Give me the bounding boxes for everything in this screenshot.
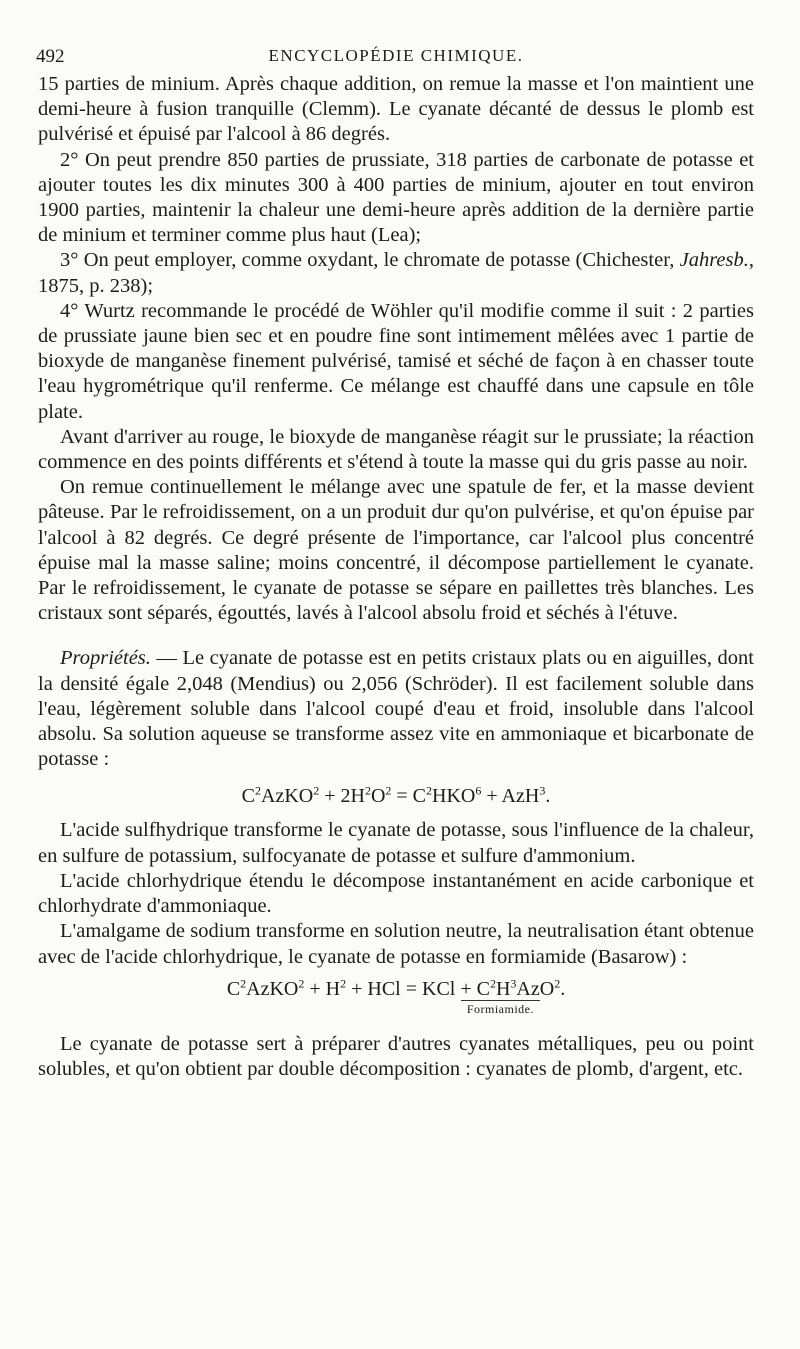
equation-cyanate-hydrolysis: $C^2AzKO^2 + 2H^2O^2 = C^2HKO^6 + AzH^3$. <box>241 783 551 808</box>
text-span: , 1875, p. 238); <box>38 249 754 297</box>
equation-formiamide <box>38 976 754 1016</box>
page-number: 492 <box>36 46 65 67</box>
paragraph: On remue continuellement le mélange avec une spatule de fer, et la masse devient pâteuse. Par le refroidissement, on a un produit dur qu'on pulvérise, et qu'on épuise par l'alcool à 82 degrés. Ce degré présente de l'importance, car l'alcool plus concentré épuise mal la masse saline; moins concentré, il décompose partiellement le cyanate. Par le refroidissement, le cyanate de potasse se sépare en paillettes très blanches. Les cristaux sont séparés, égouttés, lavés à l'alcool absolu froid et séchés à l'étuve. <box>38 476 754 625</box>
paragraph: 2° On peut prendre 850 parties de prussiate, 318 parties de carbonate de potasse et ajouter toutes les dix minutes 300 à 400 parties de minium, ajouter en tout environ 1900 parties, maintenir la chaleur une demi-heure après addition de la dernière partie de minium et terminer comme plus haut (Lea); <box>38 148 754 247</box>
paragraph: Le cyanate de potasse sert à préparer d'autres cyanates métalliques, peu ou point solubles, et qu'on obtient par double décomposition : cyanates de plomb, d'argent, etc. <box>38 1032 754 1080</box>
page-body <box>38 72 754 1082</box>
section-title: Propriétés. <box>60 647 151 670</box>
running-title: ENCYCLOPÉDIE CHIMIQUE. <box>268 46 524 65</box>
equation-product-label: Formiamide. <box>38 1002 754 1016</box>
paragraph: L'acide chlorhydrique étendu le décompose instantanément en acide carbonique et chlorhydrate d'ammoniaque. <box>38 869 754 918</box>
text-span: 3° On peut employer, comme oxydant, le chromate de potasse (Chichester, <box>60 249 680 272</box>
paragraph: Avant d'arriver au rouge, le bioxyde de manganèse réagit sur le prussiate; la réaction commence en des points différents et s'étend à toute la masse qui du gris passe au noir. <box>38 425 754 474</box>
paragraph <box>38 646 754 772</box>
paragraph: 4° Wurtz recommande le procédé de Wöhler qu'il modifie comme il suit : 2 parties de prussiate jaune bien sec et en poudre fine sont intimement mêlées avec 1 partie de bioxyde de manganèse finement pulvérisé, tamisé et séché de façon à en chasser toute l'eau hygrométrique qu'il renferme. Ce mélange est chauffé dans une capsule en tôle plate. <box>38 299 754 423</box>
paragraph: L'amalgame de sodium transforme en solution neutre, la neutralisation étant obtenue avec de l'acide chlorhydrique, le cyanate de potasse en formiamide (Basarow) : <box>38 920 754 968</box>
text-span: — Le cyanate de potasse est en petits cristaux plats ou en aiguilles, dont la densité égale 2,048 (Mendius) ou 2,056 (Schröder). Il est facilement soluble dans l'eau, légèrement soluble dans l'alcool coupé d'eau et froid, insoluble dans l'alcool absolu. Sa solution aqueuse se transforme assez vite en ammoniaque et bicarbonate de potasse : <box>38 647 754 771</box>
section-gap <box>38 626 754 646</box>
paragraph: 15 parties de minium. Après chaque addition, on remue la masse et l'on maintient une demi-heure à fusion tranquille (Clemm). Le cyanate décanté de dessus le plomb est pulvérisé et épuisé par l'alcool à 86 degrés. <box>38 73 754 146</box>
equation-line: $C^2AzKO^2 + H^2$ + HCl = KCl + $C^2H^3AzO^2$. <box>226 976 566 1000</box>
paragraph <box>38 248 754 298</box>
journal-title: Jahresb. <box>679 249 749 272</box>
paragraph: L'acide sulfhydrique transforme le cyanate de potasse, sous l'influence de la chaleur, en sulfure de potassium, sulfocyanate de potasse et sulfure d'ammonium. <box>38 819 754 867</box>
page-header <box>36 46 756 68</box>
